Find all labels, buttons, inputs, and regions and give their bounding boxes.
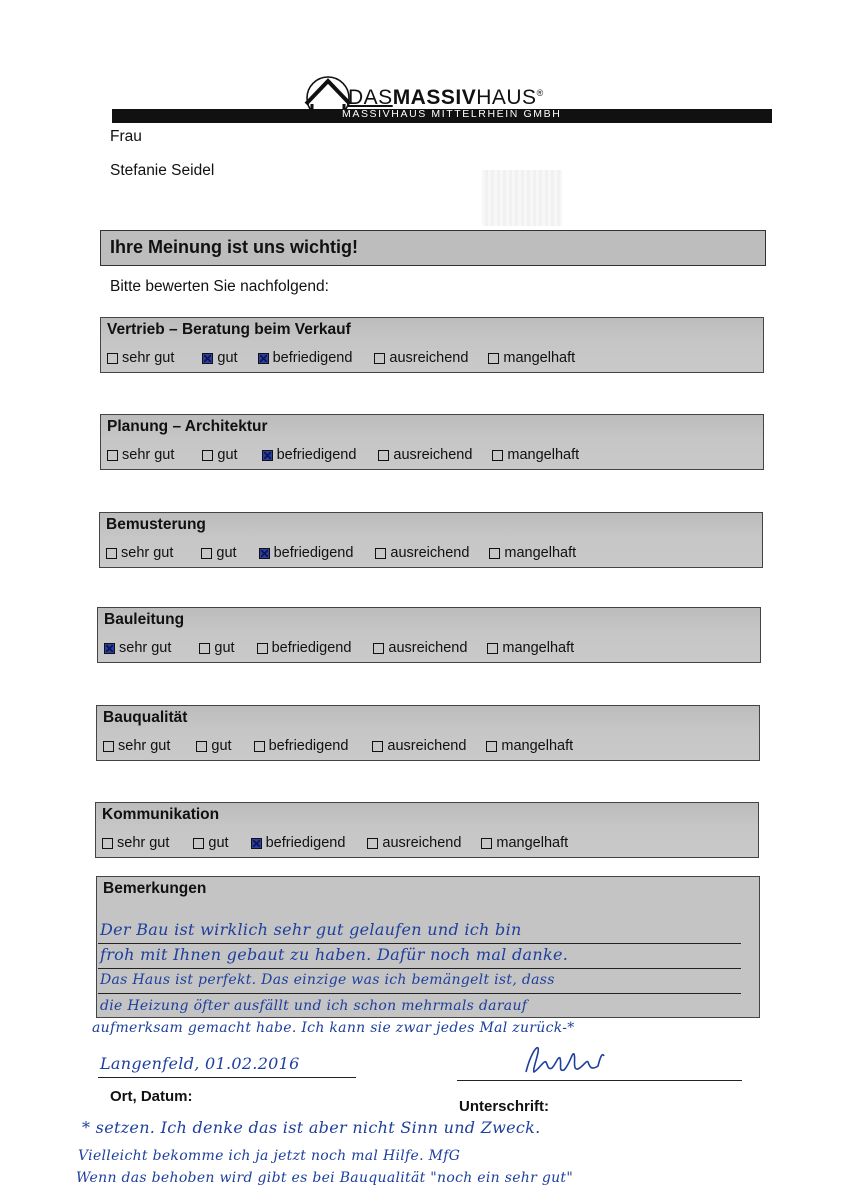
rating-option[interactable] xyxy=(202,447,237,463)
rating-option[interactable] xyxy=(375,545,469,561)
rating-option[interactable] xyxy=(193,835,228,851)
rating-option[interactable] xyxy=(489,545,576,561)
form-intro: Bitte bewerten Sie nachfolgend: xyxy=(110,278,329,295)
remark-line-4: die Heizung öfter ausfällt und ich schon mehrmals darauf xyxy=(100,998,528,1014)
rating-category-title: Bauleitung xyxy=(104,611,185,628)
rating-option-label: mangelhaft xyxy=(507,447,580,463)
rating-category-box xyxy=(99,512,763,568)
checkbox-icon[interactable] xyxy=(486,741,497,752)
checkbox-icon[interactable] xyxy=(107,450,118,461)
rating-category-box xyxy=(100,317,764,373)
rating-category-box xyxy=(96,705,760,761)
rating-option-label: sehr gut xyxy=(119,640,172,656)
rating-option[interactable] xyxy=(262,447,357,463)
checkbox-icon[interactable] xyxy=(489,548,500,559)
company-name: MASSIVHAUS MITTELRHEIN GMBH xyxy=(342,108,562,120)
rating-option[interactable] xyxy=(104,640,171,656)
rating-option-label: sehr gut xyxy=(121,545,174,561)
rating-options xyxy=(103,738,573,754)
rating-option[interactable] xyxy=(378,447,472,463)
remark-line-1: Der Bau ist wirklich sehr gut gelaufen und ich bin xyxy=(100,920,522,939)
rating-category-title: Vertrieb – Beratung beim Verkauf xyxy=(107,321,351,338)
checkbox-icon[interactable] xyxy=(378,450,389,461)
remark-line-2: froh mit Ihnen gebaut zu haben. Dafür noch mal danke. xyxy=(100,945,569,964)
salutation: Frau xyxy=(110,128,142,145)
footer-note-1: * setzen. Ich denke das ist aber nicht Sinn und Zweck. xyxy=(82,1118,541,1137)
rating-option-label: gut xyxy=(211,738,232,754)
place-date-value: Langenfeld, 01.02.2016 xyxy=(100,1054,300,1073)
checkbox-icon[interactable] xyxy=(488,353,499,364)
rating-option[interactable] xyxy=(367,835,461,851)
checkbox-icon[interactable] xyxy=(373,643,384,654)
rating-option-label: gut xyxy=(217,350,238,366)
checkbox-icon[interactable] xyxy=(372,741,383,752)
checkbox-icon[interactable] xyxy=(487,643,498,654)
rating-category-box xyxy=(95,802,759,858)
checkbox-icon[interactable] xyxy=(102,838,113,849)
checkbox-icon[interactable] xyxy=(196,741,207,752)
logo-wordmark: DASMASSIVHAUS® xyxy=(348,86,544,109)
form-title: Ihre Meinung ist uns wichtig! xyxy=(110,237,359,257)
remark-line-5: aufmerksam gemacht habe. Ich kann sie zwar jedes Mal zurück-* xyxy=(92,1020,575,1036)
rating-option[interactable] xyxy=(487,640,574,656)
rating-option[interactable] xyxy=(492,447,579,463)
checkbox-icon[interactable] xyxy=(104,643,115,654)
rating-option-label: ausreichend xyxy=(393,447,473,463)
remark-line-3: Das Haus ist perfekt. Das einzige was ich bemängelt ist, dass xyxy=(100,972,555,988)
rating-option-label: mangelhaft xyxy=(501,738,574,754)
rating-option[interactable] xyxy=(259,545,354,561)
rating-option-label: ausreichend xyxy=(387,738,467,754)
rating-option-label: sehr gut xyxy=(118,738,171,754)
rating-option[interactable] xyxy=(199,640,234,656)
checkbox-icon[interactable] xyxy=(199,643,210,654)
faint-stamp xyxy=(482,170,562,226)
rating-option[interactable] xyxy=(196,738,231,754)
form-title-box xyxy=(100,230,766,266)
rating-option[interactable] xyxy=(372,738,466,754)
footer-note-3: Wenn das behoben wird gibt es bei Bauqualität "noch ein sehr gut" xyxy=(76,1170,574,1186)
remarks-line xyxy=(98,968,741,969)
checkbox-icon[interactable] xyxy=(262,450,273,461)
rating-option[interactable] xyxy=(488,350,575,366)
remarks-line xyxy=(98,993,741,994)
rating-option[interactable] xyxy=(201,545,236,561)
place-date-line xyxy=(98,1077,356,1078)
rating-options xyxy=(102,835,568,851)
checkbox-icon[interactable] xyxy=(193,838,204,849)
checkbox-icon[interactable] xyxy=(257,643,268,654)
checkbox-icon[interactable] xyxy=(258,353,269,364)
rating-category-box xyxy=(100,414,764,470)
rating-options xyxy=(106,545,576,561)
rating-option-label: mangelhaft xyxy=(504,545,577,561)
rating-option-label: sehr gut xyxy=(122,447,175,463)
rating-options xyxy=(104,640,574,656)
rating-option-label: gut xyxy=(214,640,235,656)
rating-option[interactable] xyxy=(258,350,353,366)
rating-option[interactable] xyxy=(107,350,174,366)
rating-option-label: ausreichend xyxy=(389,350,469,366)
rating-category-title: Kommunikation xyxy=(102,806,220,823)
checkbox-icon[interactable] xyxy=(107,353,118,364)
rating-option[interactable] xyxy=(373,640,467,656)
remarks-title: Bemerkungen xyxy=(103,880,207,897)
rating-option-label: befriedigend xyxy=(272,350,353,366)
recipient-name: Stefanie Seidel xyxy=(110,162,215,179)
checkbox-icon[interactable] xyxy=(202,450,213,461)
checkbox-icon[interactable] xyxy=(106,548,117,559)
rating-option[interactable] xyxy=(107,447,174,463)
rating-option-label: gut xyxy=(216,545,237,561)
rating-option-label: gut xyxy=(208,835,229,851)
rating-option[interactable] xyxy=(257,640,352,656)
rating-option[interactable] xyxy=(481,835,568,851)
rating-option[interactable] xyxy=(202,350,237,366)
rating-category-box xyxy=(97,607,761,663)
rating-option[interactable] xyxy=(486,738,573,754)
footer-note-2: Vielleicht bekomme ich ja jetzt noch mal Hilfe. MfG xyxy=(78,1148,461,1164)
rating-option-label: ausreichend xyxy=(388,640,468,656)
signature-label: Unterschrift: xyxy=(459,1098,550,1115)
rating-option[interactable] xyxy=(103,738,170,754)
checkbox-icon[interactable] xyxy=(481,838,492,849)
rating-option[interactable] xyxy=(254,738,349,754)
checkbox-icon[interactable] xyxy=(251,838,262,849)
rating-option[interactable] xyxy=(374,350,468,366)
rating-option[interactable] xyxy=(106,545,173,561)
checkbox-icon[interactable] xyxy=(374,353,385,364)
rating-option-label: gut xyxy=(217,447,238,463)
checkbox-icon[interactable] xyxy=(254,741,265,752)
rating-option-label: mangelhaft xyxy=(496,835,569,851)
rating-option-label: sehr gut xyxy=(117,835,170,851)
rating-options xyxy=(107,447,579,463)
checkbox-icon[interactable] xyxy=(201,548,212,559)
rating-option-label: ausreichend xyxy=(382,835,462,851)
rating-option-label: ausreichend xyxy=(390,545,470,561)
rating-option-label: mangelhaft xyxy=(502,640,575,656)
rating-option-label: befriedigend xyxy=(276,447,357,463)
rating-option-label: befriedigend xyxy=(271,640,352,656)
place-date-label: Ort, Datum: xyxy=(110,1088,193,1105)
rating-option-label: sehr gut xyxy=(122,350,175,366)
checkbox-icon[interactable] xyxy=(367,838,378,849)
rating-option[interactable] xyxy=(251,835,346,851)
rating-options xyxy=(107,350,575,366)
rating-option-label: befriedigend xyxy=(268,738,349,754)
rating-option-label: befriedigend xyxy=(273,545,354,561)
signature-line xyxy=(457,1080,742,1081)
checkbox-icon[interactable] xyxy=(492,450,503,461)
checkbox-icon[interactable] xyxy=(375,548,386,559)
rating-option-label: mangelhaft xyxy=(503,350,576,366)
rating-option-label: befriedigend xyxy=(265,835,346,851)
rating-option[interactable] xyxy=(102,835,169,851)
rating-category-title: Planung – Architektur xyxy=(107,418,268,435)
rating-category-title: Bemusterung xyxy=(106,516,206,533)
checkbox-icon[interactable] xyxy=(103,741,114,752)
rating-category-title: Bauqualität xyxy=(103,709,188,726)
signature-mark xyxy=(522,1042,608,1078)
checkbox-icon[interactable] xyxy=(259,548,270,559)
checkbox-icon[interactable] xyxy=(202,353,213,364)
